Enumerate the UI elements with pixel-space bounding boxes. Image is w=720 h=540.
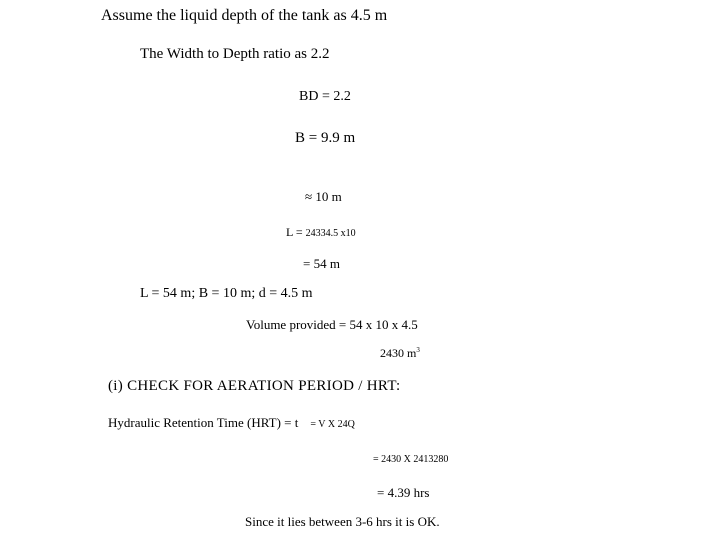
assume-depth-text: Assume the liquid depth of the tank as 4.5 m (101, 7, 388, 24)
l-equation-prefix: L = (286, 225, 306, 239)
volume-unit-superscript: 3 (416, 346, 420, 354)
dimensions-summary: L = 54 m; B = 10 m; d = 4.5 m (140, 286, 313, 301)
hrt-result: = 4.39 hrs (377, 485, 430, 500)
l-equation-body: 24334.5 x10 (305, 228, 356, 239)
b-approx-equation: ≈ 10 m (305, 189, 342, 204)
l-equation (286, 224, 356, 240)
hrt-equation (108, 415, 355, 431)
b-value-equation: B = 9.9 m (295, 130, 356, 146)
conclusion-text: Since it lies between 3-6 hrs it is OK. (245, 514, 440, 529)
volume-result (380, 347, 420, 359)
hrt-substitution: = 2430 X 2413280 (373, 454, 449, 465)
volume-result-value: 2430 m (380, 346, 417, 360)
hrt-label: Hydraulic Retention Time (HRT) = t (108, 415, 299, 430)
hrt-formula: = V X 24Q (310, 419, 355, 430)
check-aeration-heading: (i) CHECK FOR AERATION PERIOD / HRT: (108, 378, 401, 394)
bd-equation: BD = 2.2 (299, 89, 351, 104)
width-depth-ratio-text: The Width to Depth ratio as 2.2 (140, 46, 330, 62)
volume-provided-equation: Volume provided = 54 x 10 x 4.5 (246, 317, 418, 332)
l-result-equation: = 54 m (303, 256, 340, 271)
